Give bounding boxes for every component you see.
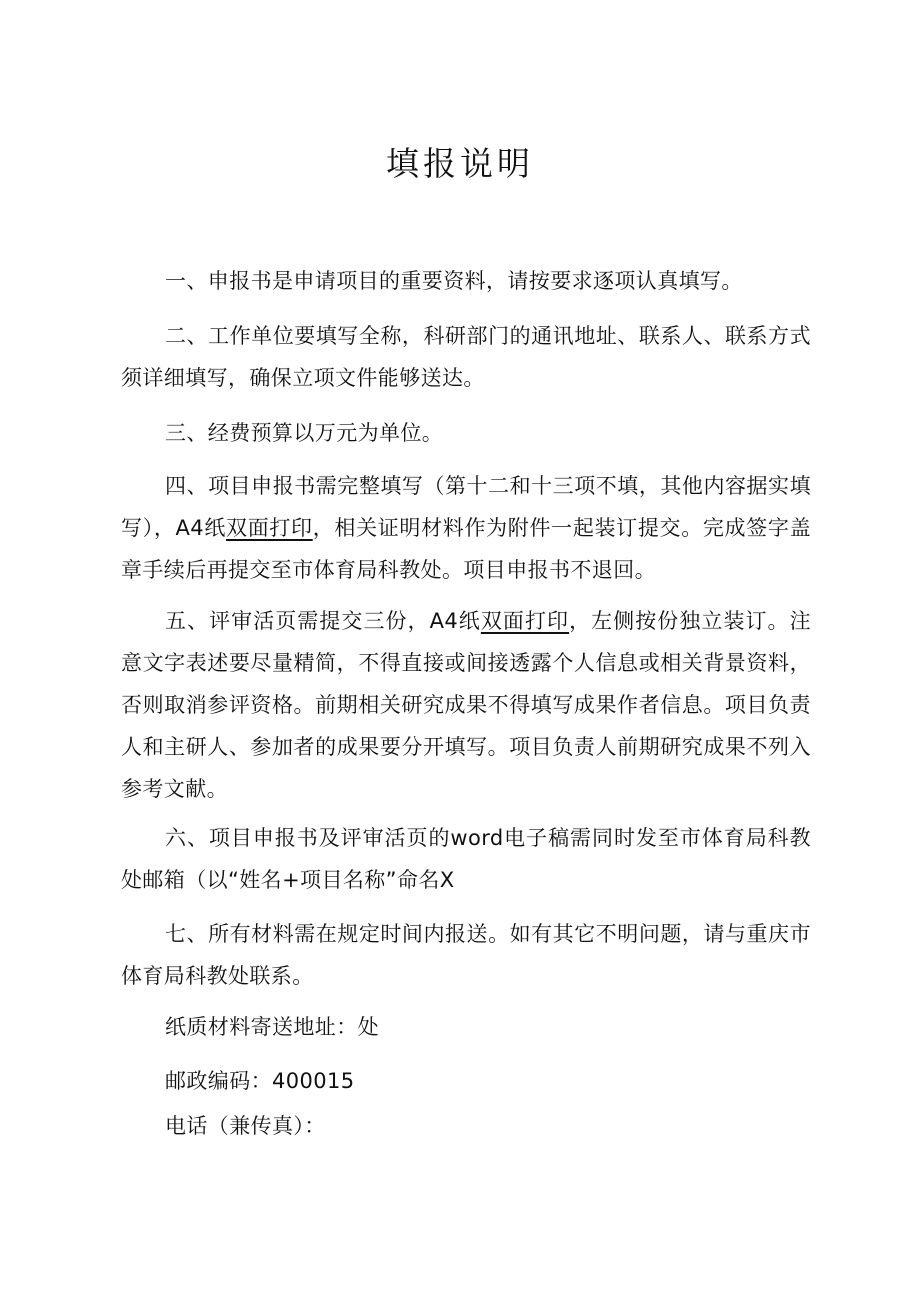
postal-code: 邮政编码：400015 (165, 1069, 355, 1093)
mailing-address: 纸质材料寄送地址：处 (165, 1015, 379, 1039)
item-5-text-b: ，左侧按份独立装订。注意文字表述要尽量精简，不得直接或间接透露个人信息或相关背景资料，否则取消参评资格。前期相关研究成果不得填写成果作者信息。项目负责人和主研人、参加者的成果要分开填写。项目负责人前期研究成果不列入参考文献。 (121, 609, 811, 801)
instruction-item-3: 三、经费预算以万元为单位。 (165, 421, 444, 445)
instruction-item-4 (121, 465, 811, 591)
item-5-duplex-print: 双面打印 (480, 609, 570, 633)
item-4-text-b: ，相关证明材料作为附件一起装订提交。完成签字盖章手续后再提交至市体育局科教处。项目申报书不退回。 (121, 516, 811, 582)
instruction-item-6: 六、项目申报书及评审活页的word电子稿需同时发至市体育局科教处邮箱（以“姓名+项目名称”命名X (121, 826, 811, 892)
page-title: 填报说明 (386, 144, 534, 183)
instruction-item-5 (121, 600, 811, 810)
instruction-item-2: 二、工作单位要填写全称，科研部门的通讯地址、联系人、联系方式须详细填写，确保立项文件能够送达。 (121, 324, 811, 390)
instruction-item-1: 一、申报书是申请项目的重要资料，请按要求逐项认真填写。 (165, 269, 743, 293)
item-4-duplex-print: 双面打印 (226, 516, 313, 540)
item-5-text-a: 五、评审活页需提交三份，A4纸 (165, 609, 481, 633)
item-4-text-a: 四、项目申报书需完整填写（第十二和十三项不填，其他内容据实填写），A4纸 (121, 474, 811, 540)
phone-fax: 电话（兼传真）： (165, 1114, 326, 1138)
instruction-item-7: 七、所有材料需在规定时间内报送。如有其它不明问题，请与重庆市体育局科教处联系。 (121, 922, 811, 988)
